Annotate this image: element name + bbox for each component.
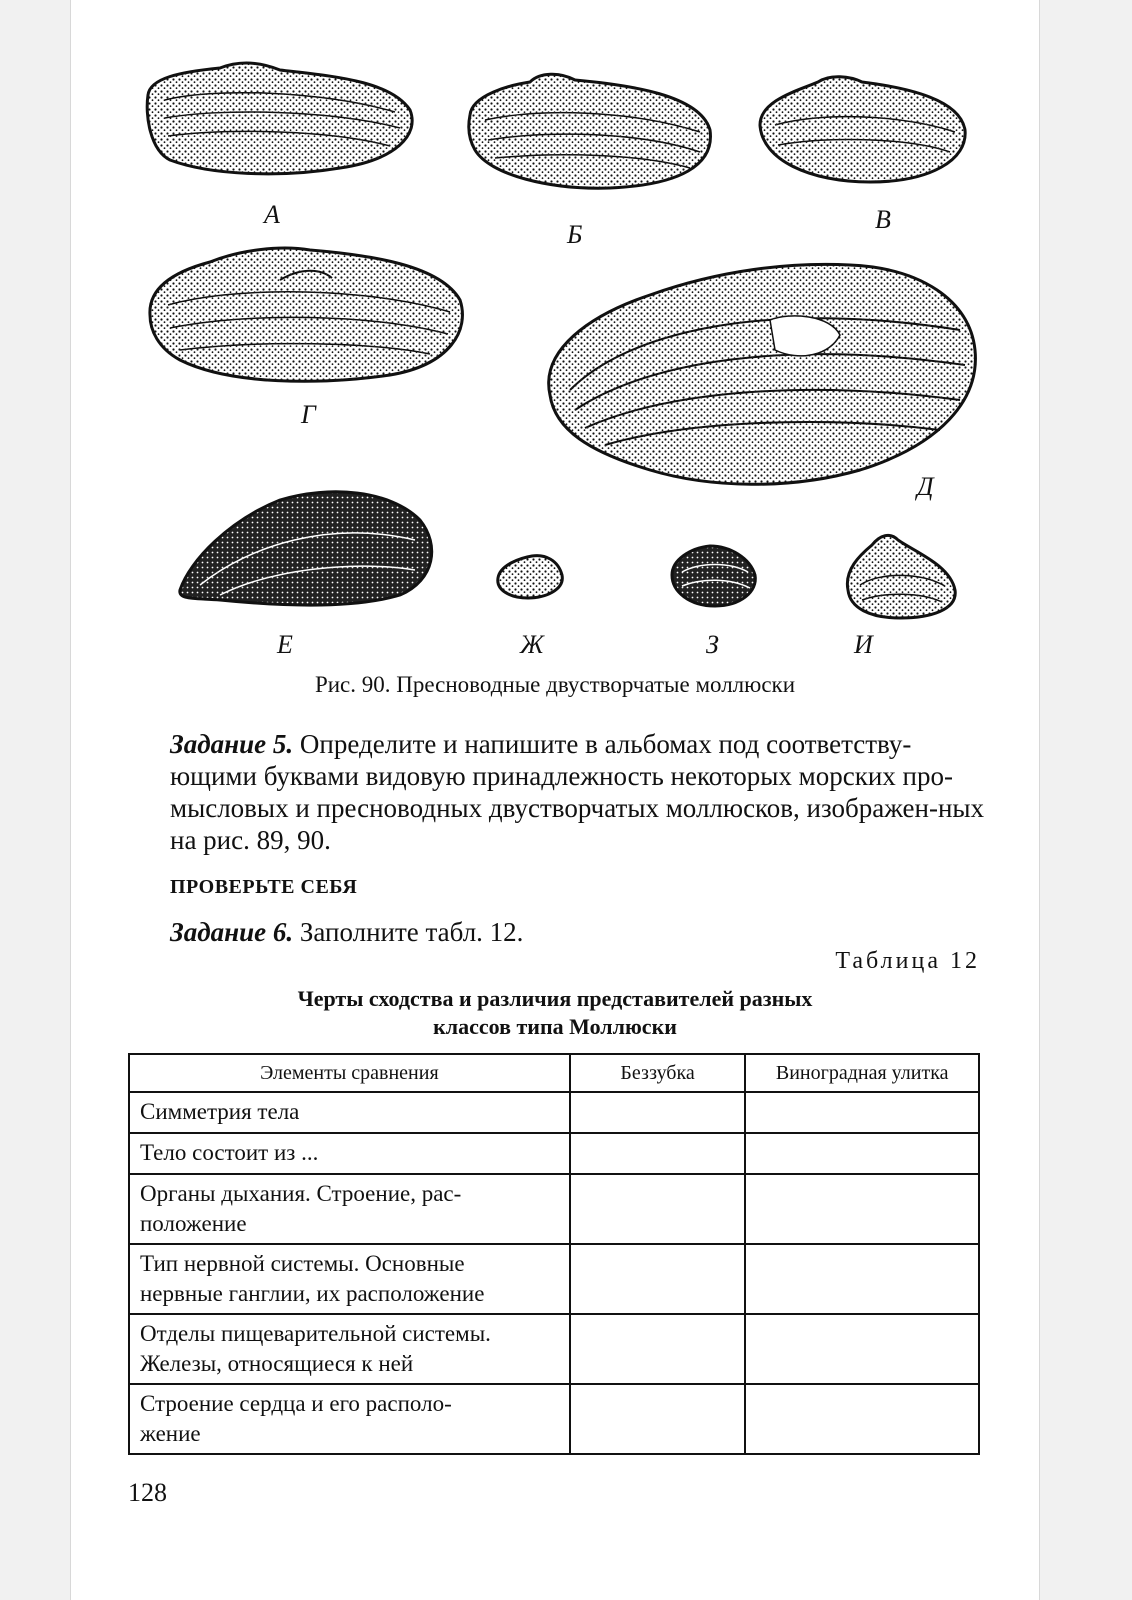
table-row [129,1133,979,1174]
task-5-label: Задание 5. [170,729,294,759]
task-5 [170,728,985,856]
shells-drawing [70,0,1040,670]
shell-illustrations [70,0,1040,670]
label-i: И [854,630,873,659]
label-v: В [875,205,891,234]
shell-v [760,77,965,182]
table-row [129,1092,979,1133]
task-6-text: Заполните табл. 12. [293,917,524,947]
answer-cell-snail[interactable] [745,1174,979,1244]
left-margin [0,0,71,1600]
label-b: Б [567,220,583,249]
table-title-line-2: классов типа Моллюски [433,1014,677,1039]
row-label: Органы дыхания. Строение, рас- положение [129,1174,570,1244]
label-zh: Ж [520,630,544,659]
answer-cell-bezzubka[interactable] [570,1174,746,1244]
header-snail: Виноградная улитка [745,1054,979,1092]
task-6 [170,916,523,948]
shell-i [847,535,955,618]
answer-cell-snail[interactable] [745,1314,979,1384]
check-heading: ПРОВЕРЬТЕ СЕБЯ [170,876,358,898]
figure-caption: Рис. 90. Пресноводные двустворчатые моллюски [314,672,796,697]
answer-cell-bezzubka[interactable] [570,1314,746,1384]
page-number: 128 [128,1478,167,1507]
label-d: Д [917,472,934,501]
table-row [129,1314,979,1384]
shell-b [469,74,711,188]
answer-cell-bezzubka[interactable] [570,1244,746,1314]
answer-cell-bezzubka[interactable] [570,1133,746,1174]
label-g: Г [301,400,316,429]
table-row [129,1174,979,1244]
task-6-label: Задание 6. [170,917,294,947]
row-label: Тело состоит из ... [129,1133,570,1174]
answer-cell-snail[interactable] [745,1384,979,1454]
comparison-table [128,1053,980,1455]
table-row [129,1384,979,1454]
right-margin [1039,0,1132,1600]
table-number: Таблица 12 [835,948,980,974]
answer-cell-snail[interactable] [745,1092,979,1133]
answer-cell-bezzubka[interactable] [570,1092,746,1133]
shell-e [180,492,432,605]
task-5-text: Определите и напишите в альбомах под соответству-ющими буквами видовую принадлежность некоторых морских про-мысловых и пресноводных двустворчатых моллюсков, изображен-ных на рис. 89, 90. [170,729,985,855]
table-title [130,985,980,1041]
shell-a [147,63,412,174]
table-header-row [129,1054,979,1092]
shell-d [549,264,976,484]
label-e: Е [277,630,293,659]
table-row [129,1244,979,1314]
shell-z [672,546,755,606]
label-z: З [706,630,719,659]
answer-cell-bezzubka[interactable] [570,1384,746,1454]
row-label: Строение сердца и его располо- жение [129,1384,570,1454]
label-a: А [264,200,280,229]
row-label: Тип нервной системы. Основные нервные ганглии, их расположение [129,1244,570,1314]
table-title-line-1: Черты сходства и различия представителей разных [297,986,813,1011]
shell-zh [498,556,562,598]
row-label: Отделы пищеварительной системы. Железы, относящиеся к ней [129,1314,570,1384]
row-label: Симметрия тела [129,1092,570,1133]
answer-cell-snail[interactable] [745,1133,979,1174]
shell-g [150,248,463,381]
answer-cell-snail[interactable] [745,1244,979,1314]
header-bezzubka: Беззубка [570,1054,746,1092]
header-elements: Элементы сравнения [129,1054,570,1092]
